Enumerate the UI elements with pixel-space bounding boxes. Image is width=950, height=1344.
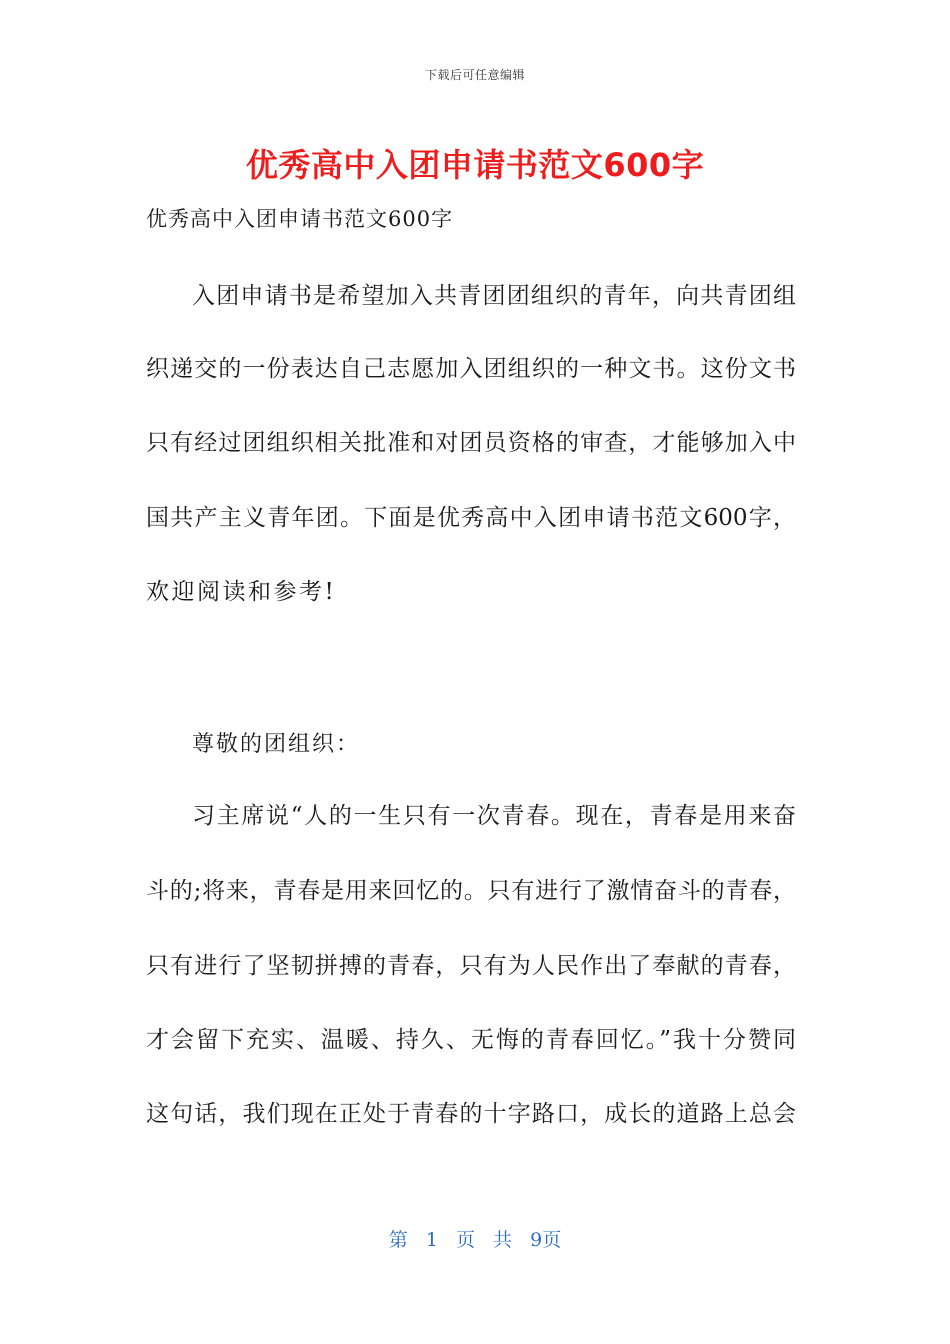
salutation: 尊敬的团组织： <box>192 732 361 757</box>
body-line: 这句话，我们现在正处于青春的十字路口，成长的道路上总会 <box>146 1101 796 1127</box>
body-line: 习主席说“人的一生只有一次青春。现在，青春是用来奋 <box>192 803 796 829</box>
page-footer <box>0 1225 950 1252</box>
document-title: 优秀高中入团申请书范文600字 <box>245 146 705 184</box>
intro-line: 织递交的一份表达自己志愿加入团组织的一种文书。这份文书 <box>146 356 796 382</box>
intro-line: 欢迎阅读和参考! <box>146 579 337 605</box>
footer-page-total: 9页 <box>530 1229 562 1251</box>
document-subtitle: 优秀高中入团申请书范文600字 <box>146 207 454 231</box>
body-line: 才会留下充实、温暖、持久、无悔的青春回忆。”我十分赞同 <box>146 1027 796 1053</box>
footer-label-di: 第 <box>388 1229 408 1251</box>
body-line: 斗的;将来，青春是用来回忆的。只有进行了激情奋斗的青春， <box>146 878 796 904</box>
intro-line: 国共产主义青年团。下面是优秀高中入团申请书范文600字， <box>146 505 796 531</box>
footer-label-gong: 共 <box>493 1229 513 1251</box>
footer-page-current: 1 <box>425 1229 438 1251</box>
intro-line: 入团申请书是希望加入共青团团组织的青年，向共青团组 <box>192 283 796 309</box>
body-line: 只有进行了坚韧拼搏的青春，只有为人民作出了奉献的青春， <box>146 953 796 979</box>
intro-line: 只有经过团组织相关批准和对团员资格的审查，才能够加入中 <box>146 430 796 456</box>
header-note: 下载后可任意编辑 <box>424 68 525 82</box>
footer-label-ye: 页 <box>455 1229 475 1251</box>
